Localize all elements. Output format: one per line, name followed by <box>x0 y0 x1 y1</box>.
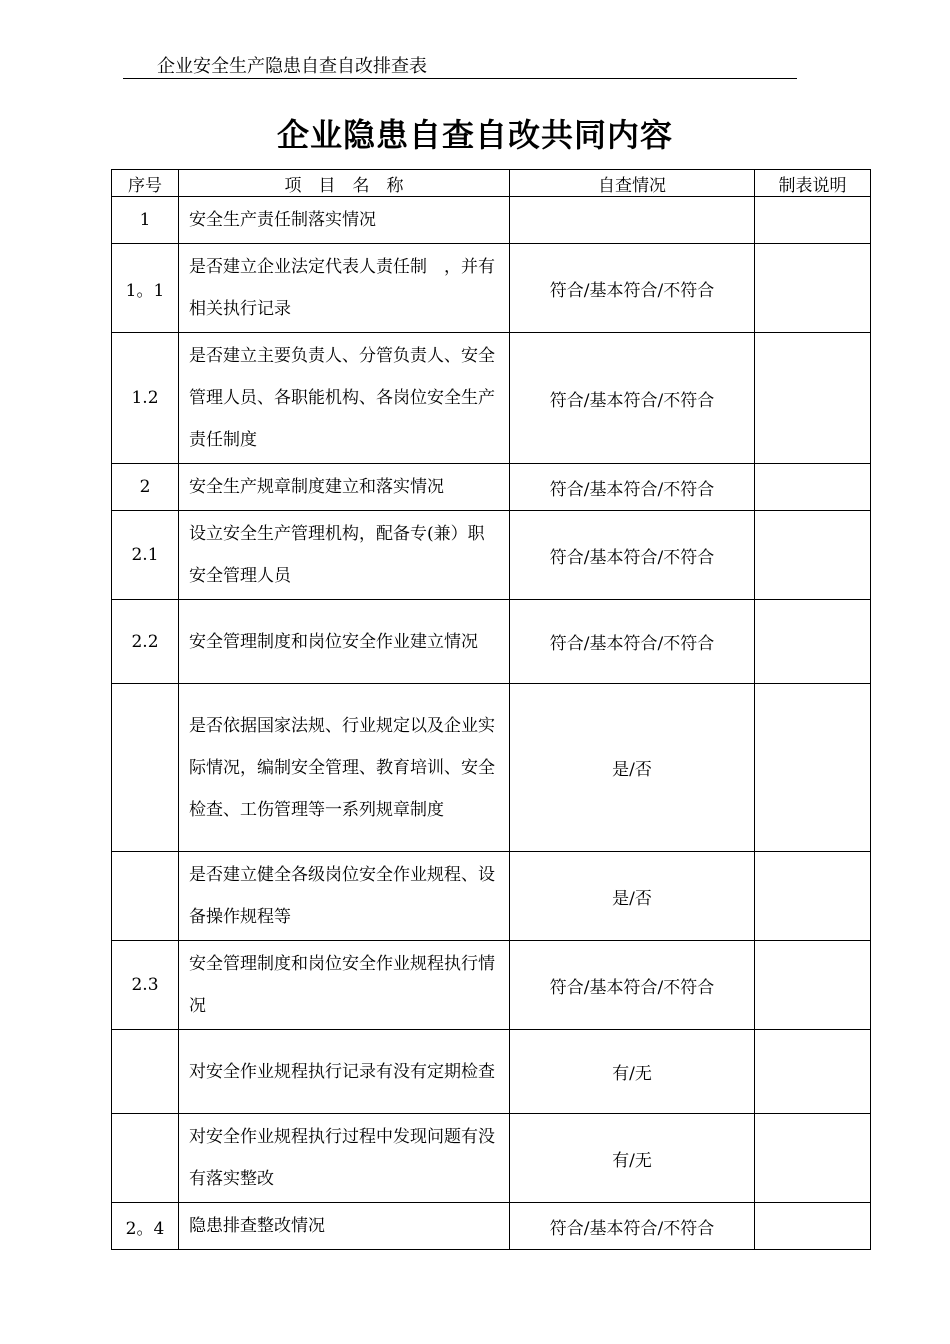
row-no <box>112 1030 179 1114</box>
row-no: 2.3 <box>112 941 179 1030</box>
row-status: 是/否 <box>510 852 755 941</box>
table-row <box>112 600 871 684</box>
row-status: 符合/基本符合/不符合 <box>510 600 755 684</box>
row-status <box>510 197 755 244</box>
table-row <box>112 1114 871 1203</box>
header-rule <box>123 78 797 79</box>
row-item: 对安全作业规程执行记录有没有定期检查 <box>179 1030 510 1114</box>
row-item: 是否建立主要负责人、分管负责人、安全管理人员、各职能机构、各岗位安全生产责任制度 <box>179 333 510 464</box>
row-no: 2。4 <box>112 1203 179 1250</box>
row-status: 符合/基本符合/不符合 <box>510 941 755 1030</box>
row-status: 符合/基本符合/不符合 <box>510 511 755 600</box>
table-row <box>112 244 871 333</box>
row-no: 1 <box>112 197 179 244</box>
running-header: 企业安全生产隐患自查自改排查表 <box>157 56 427 77</box>
table-row <box>112 684 871 852</box>
row-status: 符合/基本符合/不符合 <box>510 244 755 333</box>
row-no <box>112 1114 179 1203</box>
row-no <box>112 852 179 941</box>
row-status: 有/无 <box>510 1114 755 1203</box>
table-row <box>112 941 871 1030</box>
row-item: 是否依据国家法规、行业规定以及企业实际情况，编制安全管理、教育培训、安全检查、工伤管理等一系列规章制度 <box>179 684 510 852</box>
column-header-note: 制表说明 <box>755 170 871 197</box>
column-header-no: 序号 <box>112 170 179 197</box>
page-title: 企业隐患自查自改共同内容 <box>276 116 673 154</box>
table-header-row <box>112 170 871 197</box>
row-status: 符合/基本符合/不符合 <box>510 1203 755 1250</box>
row-status: 是/否 <box>510 684 755 852</box>
row-note <box>755 464 871 511</box>
row-item: 对安全作业规程执行过程中发现问题有没有落实整改 <box>179 1114 510 1203</box>
row-note <box>755 852 871 941</box>
row-note <box>755 511 871 600</box>
checklist-table <box>111 169 871 1250</box>
row-item: 是否建立健全各级岗位安全作业规程、设备操作规程等 <box>179 852 510 941</box>
table-row <box>112 464 871 511</box>
row-status: 符合/基本符合/不符合 <box>510 464 755 511</box>
row-no: 2.2 <box>112 600 179 684</box>
table-row <box>112 1030 871 1114</box>
row-note <box>755 1114 871 1203</box>
row-note <box>755 684 871 852</box>
row-note <box>755 244 871 333</box>
row-item: 设立安全生产管理机构，配备专(兼）职安全管理人员 <box>179 511 510 600</box>
row-note <box>755 941 871 1030</box>
table-row <box>112 197 871 244</box>
row-no: 2.1 <box>112 511 179 600</box>
column-header-item: 项 目 名 称 <box>179 170 510 197</box>
column-header-status: 自查情况 <box>510 170 755 197</box>
row-item: 是否建立企业法定代表人责任制 ，并有相关执行记录 <box>179 244 510 333</box>
table-row <box>112 333 871 464</box>
row-note <box>755 333 871 464</box>
table-row <box>112 1203 871 1250</box>
row-item: 安全管理制度和岗位安全作业建立情况 <box>179 600 510 684</box>
row-note <box>755 197 871 244</box>
row-no: 2 <box>112 464 179 511</box>
row-item: 隐患排查整改情况 <box>179 1203 510 1250</box>
table-row <box>112 511 871 600</box>
row-status: 有/无 <box>510 1030 755 1114</box>
row-note <box>755 600 871 684</box>
row-status: 符合/基本符合/不符合 <box>510 333 755 464</box>
row-item: 安全管理制度和岗位安全作业规程执行情况 <box>179 941 510 1030</box>
row-item: 安全生产规章制度建立和落实情况 <box>179 464 510 511</box>
row-note <box>755 1030 871 1114</box>
row-note <box>755 1203 871 1250</box>
row-no: 1。1 <box>112 244 179 333</box>
row-no <box>112 684 179 852</box>
row-item: 安全生产责任制落实情况 <box>179 197 510 244</box>
row-no: 1.2 <box>112 333 179 464</box>
table-row <box>112 852 871 941</box>
